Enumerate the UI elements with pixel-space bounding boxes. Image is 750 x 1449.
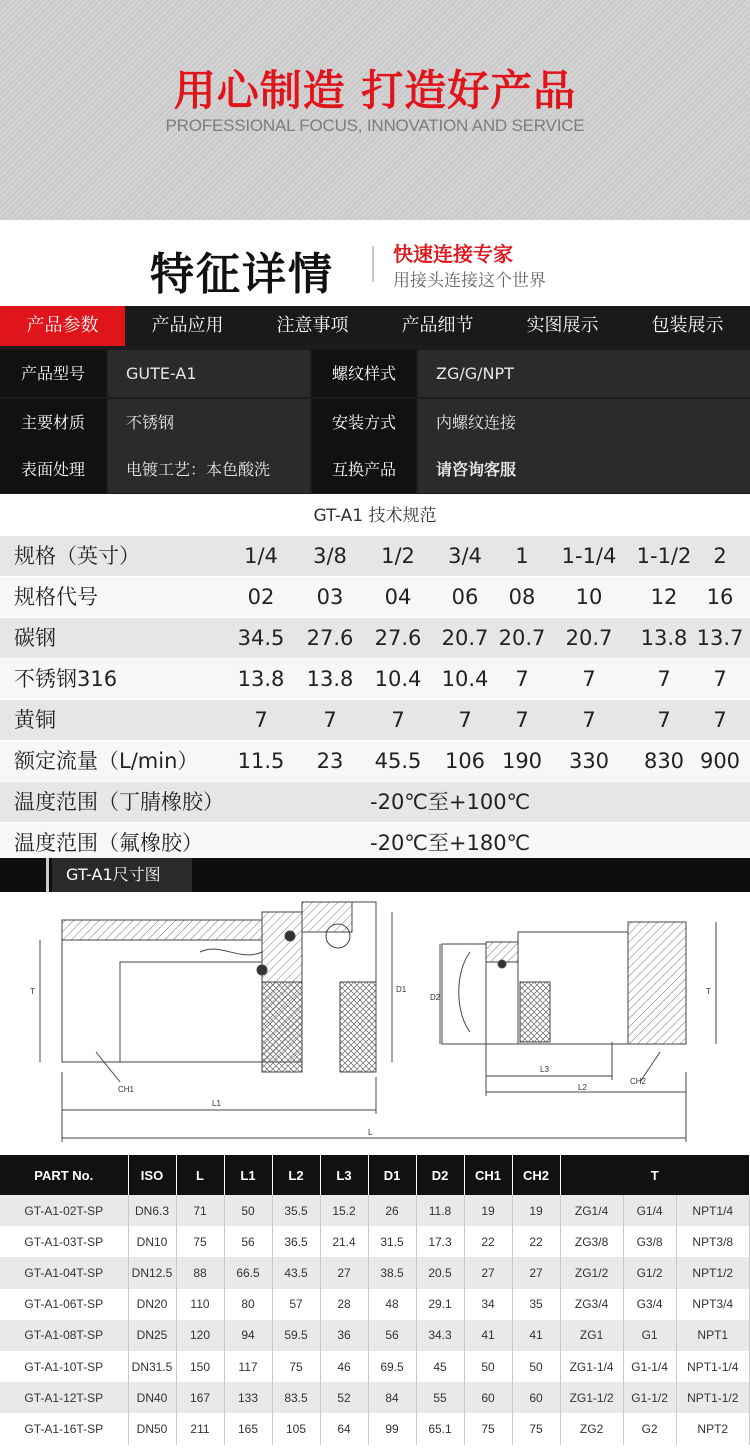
spec-row (0, 618, 750, 658)
parts-cell: 165 (224, 1413, 272, 1444)
parts-cell: 88 (176, 1257, 224, 1288)
parts-cell: GT-A1-10T-SP (0, 1351, 128, 1382)
parts-cell: G3/8 (623, 1226, 676, 1257)
spec-cell: 10 (575, 585, 603, 609)
parts-cell: 21.4 (320, 1226, 368, 1257)
tab-real-photos[interactable]: 实图展示 (526, 315, 599, 336)
spec-cell: 1/2 (381, 544, 415, 568)
col-header: T (560, 1155, 750, 1195)
label-d2: D2 (430, 993, 441, 1002)
parts-cell: 29.1 (416, 1289, 464, 1320)
parts-cell: NPT1/4 (676, 1195, 749, 1226)
parts-cell: 36.5 (272, 1226, 320, 1257)
parts-cell: DN40 (128, 1382, 176, 1413)
parts-row (0, 1351, 750, 1382)
parts-cell: 56 (224, 1226, 272, 1257)
spec-cell: 330 (568, 749, 610, 773)
parts-cell: 48 (368, 1289, 416, 1320)
parts-cell: GT-A1-08T-SP (0, 1320, 128, 1351)
spec-title: GT-A1 技术规范 (0, 494, 750, 536)
spec-cell: 27.6 (374, 626, 422, 650)
parts-cell: 52 (320, 1382, 368, 1413)
parts-cell: ZG3/8 (560, 1226, 623, 1257)
parts-cell: G1 (623, 1320, 676, 1351)
info-row (0, 350, 750, 399)
parts-cell: 34 (464, 1289, 512, 1320)
spec-cell: 3/4 (448, 544, 482, 568)
parts-cell: 57 (272, 1289, 320, 1320)
spec-cell: 23 (316, 749, 344, 773)
banner (0, 0, 750, 220)
parts-row (0, 1195, 750, 1226)
info-row (0, 446, 750, 495)
spec-cell: 830 (643, 749, 685, 773)
info-label: 安装方式 (312, 399, 416, 446)
parts-row (0, 1257, 750, 1288)
dimension-heading (0, 858, 750, 892)
parts-cell: NPT1-1/4 (676, 1351, 749, 1382)
parts-cell: ZG1/2 (560, 1257, 623, 1288)
info-label: 产品型号 (0, 350, 106, 397)
parts-cell: 84 (368, 1382, 416, 1413)
parts-cell: 211 (176, 1413, 224, 1444)
parts-cell: 27 (464, 1257, 512, 1288)
parts-cell: 65.1 (416, 1413, 464, 1444)
parts-cell: ZG1-1/2 (560, 1382, 623, 1413)
parts-cell: 55 (416, 1382, 464, 1413)
parts-cell: 41 (512, 1320, 560, 1351)
parts-cell: NPT1 (676, 1320, 749, 1351)
spec-row-label: 规格（英寸） (14, 544, 140, 568)
tab-product-params[interactable]: 产品参数 (0, 306, 125, 346)
parts-cell: G1/4 (623, 1195, 676, 1226)
spec-cell: 08 (508, 585, 536, 609)
spec-cell: 7 (713, 708, 727, 732)
parts-cell: 69.5 (368, 1351, 416, 1382)
spec-cell: 7 (391, 708, 405, 732)
spec-cell: 03 (316, 585, 344, 609)
info-value: 请咨询客服 (418, 446, 750, 493)
spec-row-label: 额定流量（L/min） (14, 749, 199, 773)
spec-row-label: 不锈钢316 (14, 667, 118, 691)
spec-cell: 13.8 (640, 626, 688, 650)
parts-cell: NPT1-1/2 (676, 1382, 749, 1413)
spec-cell: 02 (247, 585, 275, 609)
parts-cell: 27 (320, 1257, 368, 1288)
spec-cell: 10.4 (374, 667, 422, 691)
temp-row (0, 782, 750, 822)
col-header: D1 (368, 1155, 416, 1195)
parts-cell: ZG1-1/4 (560, 1351, 623, 1382)
spec-cell: 34.5 (237, 626, 285, 650)
feature-tagline: 快速连接专家 (393, 242, 513, 266)
parts-cell: 35.5 (272, 1195, 320, 1226)
tab-product-application[interactable]: 产品应用 (151, 315, 224, 336)
parts-row (0, 1413, 750, 1444)
col-header: D2 (416, 1155, 464, 1195)
parts-cell: 117 (224, 1351, 272, 1382)
label-d1: D1 (396, 985, 407, 994)
dimension-title: GT-A1尺寸图 (52, 858, 192, 892)
parts-cell: 41 (464, 1320, 512, 1351)
parts-cell: G1-1/4 (623, 1351, 676, 1382)
col-header: PART No. (0, 1155, 128, 1195)
parts-cell: 27 (512, 1257, 560, 1288)
parts-cell: NPT1/2 (676, 1257, 749, 1288)
parts-cell: 26 (368, 1195, 416, 1226)
temp-row-value: -20℃至+180℃ (370, 831, 531, 855)
parts-cell: ZG2 (560, 1413, 623, 1444)
col-header: L2 (272, 1155, 320, 1195)
parts-cell: 38.5 (368, 1257, 416, 1288)
parts-cell: GT-A1-06T-SP (0, 1289, 128, 1320)
label-l3: L3 (540, 1065, 549, 1074)
label-l2: L2 (578, 1083, 587, 1092)
spec-cell: 13.7 (696, 626, 744, 650)
parts-cell: DN10 (128, 1226, 176, 1257)
label-t-left: T (30, 987, 35, 996)
col-header: L (176, 1155, 224, 1195)
parts-cell: 35 (512, 1289, 560, 1320)
spec-cell: 13.8 (306, 667, 354, 691)
parts-cell: NPT3/8 (676, 1226, 749, 1257)
label-ch1: CH1 (118, 1085, 135, 1094)
info-label: 螺纹样式 (312, 350, 416, 397)
tab-bar (0, 306, 750, 346)
parts-cell: GT-A1-04T-SP (0, 1257, 128, 1288)
info-label: 互换产品 (312, 446, 416, 493)
spec-row (0, 700, 750, 740)
parts-cell: DN6.3 (128, 1195, 176, 1226)
parts-cell: G1/2 (623, 1257, 676, 1288)
label-l1: L1 (212, 1099, 221, 1108)
spec-cell: 7 (515, 667, 529, 691)
spec-cell: 1/4 (244, 544, 278, 568)
spec-cell: 900 (699, 749, 741, 773)
temp-row-label: 温度范围（丁腈橡胶） (14, 790, 224, 814)
parts-cell: 66.5 (224, 1257, 272, 1288)
spec-cell: 20.7 (498, 626, 546, 650)
spec-cell: 04 (384, 585, 412, 609)
parts-cell: 46 (320, 1351, 368, 1382)
spec-cell: 7 (657, 667, 671, 691)
parts-cell: NPT3/4 (676, 1289, 749, 1320)
drawing-svg (0, 892, 750, 1152)
info-value: ZG/G/NPT (418, 350, 750, 397)
spec-cell: 1 (515, 544, 529, 568)
spec-cell: 7 (323, 708, 337, 732)
spec-row-label: 碳钢 (14, 626, 56, 650)
spec-cell: 7 (254, 708, 268, 732)
parts-cell: GT-A1-02T-SP (0, 1195, 128, 1226)
parts-cell: 43.5 (272, 1257, 320, 1288)
temp-row (0, 823, 750, 863)
label-ch2: CH2 (630, 1077, 647, 1086)
spec-cell: 1-1/4 (561, 544, 617, 568)
col-header: CH2 (512, 1155, 560, 1195)
tab-product-details[interactable]: 产品细节 (401, 315, 474, 336)
spec-table (0, 536, 750, 858)
parts-cell: 64 (320, 1413, 368, 1444)
parts-cell: 83.5 (272, 1382, 320, 1413)
parts-cell: ZG3/4 (560, 1289, 623, 1320)
parts-cell: 50 (224, 1195, 272, 1226)
parts-cell: DN20 (128, 1289, 176, 1320)
info-row (0, 399, 750, 448)
parts-cell: 99 (368, 1413, 416, 1444)
info-label: 表面处理 (0, 446, 106, 493)
spec-cell: 11.5 (237, 749, 285, 773)
tab-packaging[interactable]: 包装展示 (651, 315, 724, 336)
col-header: CH1 (464, 1155, 512, 1195)
parts-cell: 31.5 (368, 1226, 416, 1257)
parts-cell: 120 (176, 1320, 224, 1351)
parts-cell: 80 (224, 1289, 272, 1320)
spec-cell: 7 (515, 708, 529, 732)
parts-header-row (0, 1155, 750, 1195)
parts-cell: 11.8 (416, 1195, 464, 1226)
spec-cell: 3/8 (313, 544, 347, 568)
parts-cell: 56 (368, 1320, 416, 1351)
parts-cell: 28 (320, 1289, 368, 1320)
parts-cell: G2 (623, 1413, 676, 1444)
spec-cell: 1-1/2 (636, 544, 692, 568)
parts-cell: 50 (464, 1351, 512, 1382)
parts-cell: 94 (224, 1320, 272, 1351)
parts-cell: 75 (464, 1413, 512, 1444)
col-header: L1 (224, 1155, 272, 1195)
dimension-drawing (0, 892, 750, 1152)
parts-cell: 22 (512, 1226, 560, 1257)
parts-cell: 75 (272, 1351, 320, 1382)
parts-cell: 75 (512, 1413, 560, 1444)
parts-cell: G1-1/2 (623, 1382, 676, 1413)
parts-cell: NPT2 (676, 1413, 749, 1444)
temp-row-label: 温度范围（氟橡胶） (14, 831, 203, 855)
spec-cell: 06 (451, 585, 479, 609)
spec-cell: 7 (458, 708, 472, 732)
info-value: 内螺纹连接 (418, 399, 750, 446)
spec-cell: 106 (444, 749, 486, 773)
parts-cell: DN31.5 (128, 1351, 176, 1382)
spec-cell: 12 (650, 585, 678, 609)
spec-cell: 7 (657, 708, 671, 732)
parts-table (0, 1155, 750, 1445)
spec-row-label: 黄铜 (14, 708, 56, 732)
parts-cell: 60 (512, 1382, 560, 1413)
spec-cell: 20.7 (441, 626, 489, 650)
spec-row (0, 741, 750, 781)
spec-cell: 190 (501, 749, 543, 773)
parts-cell: 36 (320, 1320, 368, 1351)
parts-cell: GT-A1-12T-SP (0, 1382, 128, 1413)
spec-cell: 7 (582, 667, 596, 691)
parts-cell: 34.3 (416, 1320, 464, 1351)
col-header: L3 (320, 1155, 368, 1195)
banner-title: 用心制造 打造好产品 (173, 66, 577, 115)
parts-cell: GT-A1-03T-SP (0, 1226, 128, 1257)
temp-row-value: -20℃至+100℃ (370, 790, 531, 814)
parts-cell: DN25 (128, 1320, 176, 1351)
spec-cell: 7 (713, 667, 727, 691)
info-value: 不锈钢 (108, 399, 310, 446)
parts-cell: 105 (272, 1413, 320, 1444)
feature-title: 特征详情 (150, 249, 334, 300)
tab-notes[interactable]: 注意事项 (276, 315, 349, 336)
parts-cell: GT-A1-16T-SP (0, 1413, 128, 1444)
spec-row-label: 规格代号 (14, 585, 98, 609)
product-info-table (0, 346, 750, 494)
spec-cell: 7 (582, 708, 596, 732)
spec-cell: 10.4 (441, 667, 489, 691)
spec-cell: 45.5 (374, 749, 422, 773)
spec-cell: 27.6 (306, 626, 354, 650)
spec-cell: 13.8 (237, 667, 285, 691)
parts-cell: 20.5 (416, 1257, 464, 1288)
parts-cell: 133 (224, 1382, 272, 1413)
col-header: ISO (128, 1155, 176, 1195)
feature-slogan: 用接头连接这个世界 (393, 271, 546, 291)
parts-row (0, 1382, 750, 1413)
parts-cell: 17.3 (416, 1226, 464, 1257)
parts-cell: 22 (464, 1226, 512, 1257)
parts-row (0, 1320, 750, 1351)
parts-cell: 71 (176, 1195, 224, 1226)
parts-cell: 59.5 (272, 1320, 320, 1351)
parts-cell: 60 (464, 1382, 512, 1413)
info-value: 电镀工艺：本色酸洗 (108, 446, 310, 493)
parts-cell: 167 (176, 1382, 224, 1413)
parts-cell: 150 (176, 1351, 224, 1382)
spec-cell: 16 (706, 585, 734, 609)
parts-cell: DN50 (128, 1413, 176, 1444)
parts-cell: 50 (512, 1351, 560, 1382)
parts-cell: 15.2 (320, 1195, 368, 1226)
feature-header (0, 220, 750, 306)
label-l: L (368, 1128, 373, 1137)
parts-cell: G3/4 (623, 1289, 676, 1320)
info-value: GUTE-A1 (108, 350, 310, 397)
parts-cell: 19 (464, 1195, 512, 1226)
spec-cell: 20.7 (565, 626, 613, 650)
spec-cell: 2 (713, 544, 727, 568)
parts-cell: 75 (176, 1226, 224, 1257)
parts-cell: DN12.5 (128, 1257, 176, 1288)
spec-row (0, 659, 750, 699)
parts-row (0, 1289, 750, 1320)
spec-row (0, 536, 750, 576)
parts-cell: 19 (512, 1195, 560, 1226)
parts-cell: ZG1 (560, 1320, 623, 1351)
parts-row (0, 1226, 750, 1257)
label-t-right: T (706, 987, 711, 996)
parts-cell: ZG1/4 (560, 1195, 623, 1226)
banner-subtitle: PROFESSIONAL FOCUS, INNOVATION AND SERVICE (165, 116, 585, 135)
info-label: 主要材质 (0, 399, 106, 446)
parts-cell: 45 (416, 1351, 464, 1382)
spec-row (0, 577, 750, 617)
parts-cell: 110 (176, 1289, 224, 1320)
feature-divider (372, 246, 374, 282)
